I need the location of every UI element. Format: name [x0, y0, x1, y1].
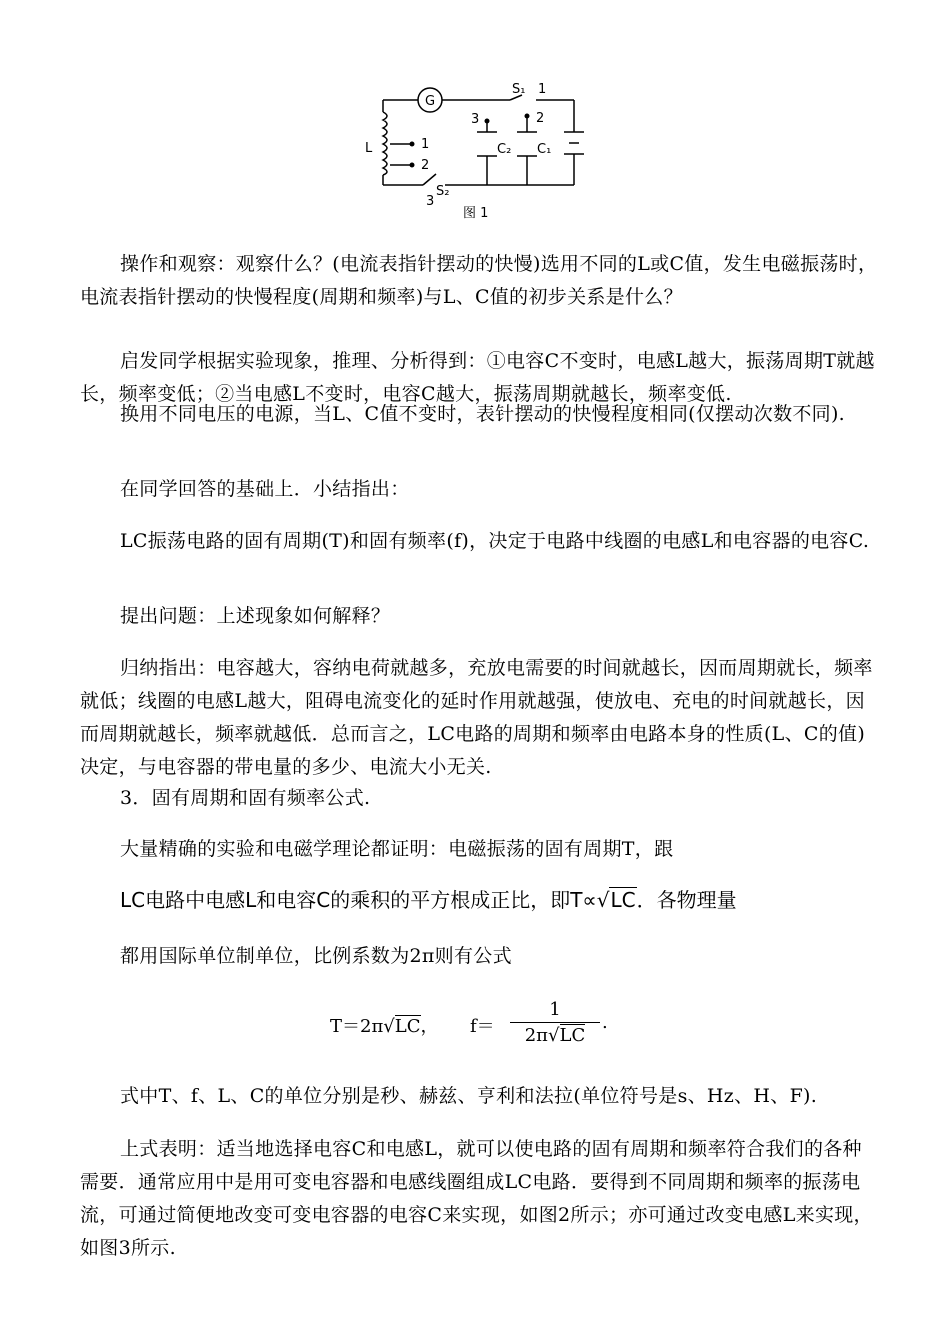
formula-f-numerator: 1 [549, 999, 561, 1020]
paragraph-lc-period: LC振荡电路的固有周期(T)和固有频率(f)，决定于电路中线圈的电感L和电容器的电容C. [120, 530, 870, 552]
label-C1: C₁ [537, 142, 552, 157]
formula-end: . [602, 1012, 608, 1033]
label-n2-right: 2 [536, 111, 545, 126]
label-L: L [365, 141, 373, 156]
inline-sqrt: √LC [596, 888, 636, 912]
paragraph-inference: 启发同学根据实验现象，推理、分析得到：①电容C不变时，电感L越大，振荡周期T就越长，频率变低；②当电感L不变时，电容C越大，振荡周期就越长，频率变低. [80, 350, 875, 405]
label-G: G [425, 94, 436, 109]
proportional-text-end: ．各物理量 [636, 888, 737, 912]
label-S2: S₂ [436, 184, 450, 199]
formula-f-den-pre: 2π [524, 1025, 549, 1046]
proportional-text: LC电路中电感L和电容C的乘积的平方根成正比，即T∝ [120, 888, 597, 912]
formula-T-radicand: LC [394, 1016, 421, 1037]
label-n2-coil: 2 [421, 158, 430, 173]
paragraph-explanation: 归纳指出：电容越大，容纳电荷就越多，充放电需要的时间就越长，因而周期就长，频率就低；线圈的电感L越大，阻碍电流变化的延时作用就越强，使放电、充电的时间就越长，因而周期就越长，频率就越低．总而言之，LC电路的周期和频率由电路本身的性质(L、C的值)决定，与电容器的带电量的多少、电流大小无关. [80, 657, 873, 778]
inline-sqrt-radicand: LC [610, 888, 636, 912]
formula-f-den-radicand: LC [559, 1025, 586, 1046]
formula-T-lhs: T＝2π [330, 1016, 384, 1037]
paragraph-unit-symbols: 式中T、f、L、C的单位分别是秒、赫兹、亨利和法拉(单位符号是s、Hz、H、F). [120, 1085, 818, 1107]
paragraph-question: 提出问题：上述现象如何解释？ [120, 605, 391, 627]
circuit-diagram [355, 80, 595, 225]
label-n3-left: 3 [471, 112, 480, 127]
paragraph-observation: 操作和观察：观察什么？(电流表指针摆动的快慢)选用不同的L或C值，发生电磁振荡时，电流表指针摆动的快慢程度(周期和频率)与L、C值的初步关系是什么？ [80, 253, 878, 308]
label-S1: S₁ [512, 82, 526, 97]
label-C2: C₂ [497, 142, 512, 157]
proportional-line [120, 884, 737, 917]
formula-fraction: 1 2π√LC [510, 998, 600, 1049]
formula-comma: ， [420, 1016, 439, 1037]
paragraph-proof: 大量精确的实验和电磁学理论都证明：电磁振荡的固有周期T，跟 [120, 838, 674, 860]
figure-caption: 图 1 [463, 206, 489, 221]
paragraph-voltage: 换用不同电压的电源，当L、C值不变时，表针摆动的快慢程度相同(仅摆动次数不同). [120, 403, 846, 425]
paragraph-conclusion: 上式表明：适当地选择电容C和电感L，就可以使电路的固有周期和频率符合我们的各种需要．通常应用中是用可变电容器和电感线圈组成LC电路．要得到不同周期和频率的振荡电流，可通过简便地改变可变电容器的电容C来实现，如图2所示；亦可通过改变电感L来实现，如图3所示. [80, 1138, 873, 1259]
paragraph-summary-intro: 在同学回答的基础上．小结指出： [120, 478, 410, 500]
formula-f-lhs: f＝ [470, 1016, 495, 1037]
formula-T: T＝2π√LC， [330, 1016, 439, 1037]
label-n1-top: 1 [538, 82, 547, 97]
section-heading: 3．固有周期和固有频率公式. [120, 787, 371, 809]
label-n1-coil: 1 [421, 137, 430, 152]
label-n3-bottom: 3 [426, 194, 435, 209]
paragraph-units: 都用国际单位制单位，比例系数为2π则有公式 [120, 945, 512, 967]
